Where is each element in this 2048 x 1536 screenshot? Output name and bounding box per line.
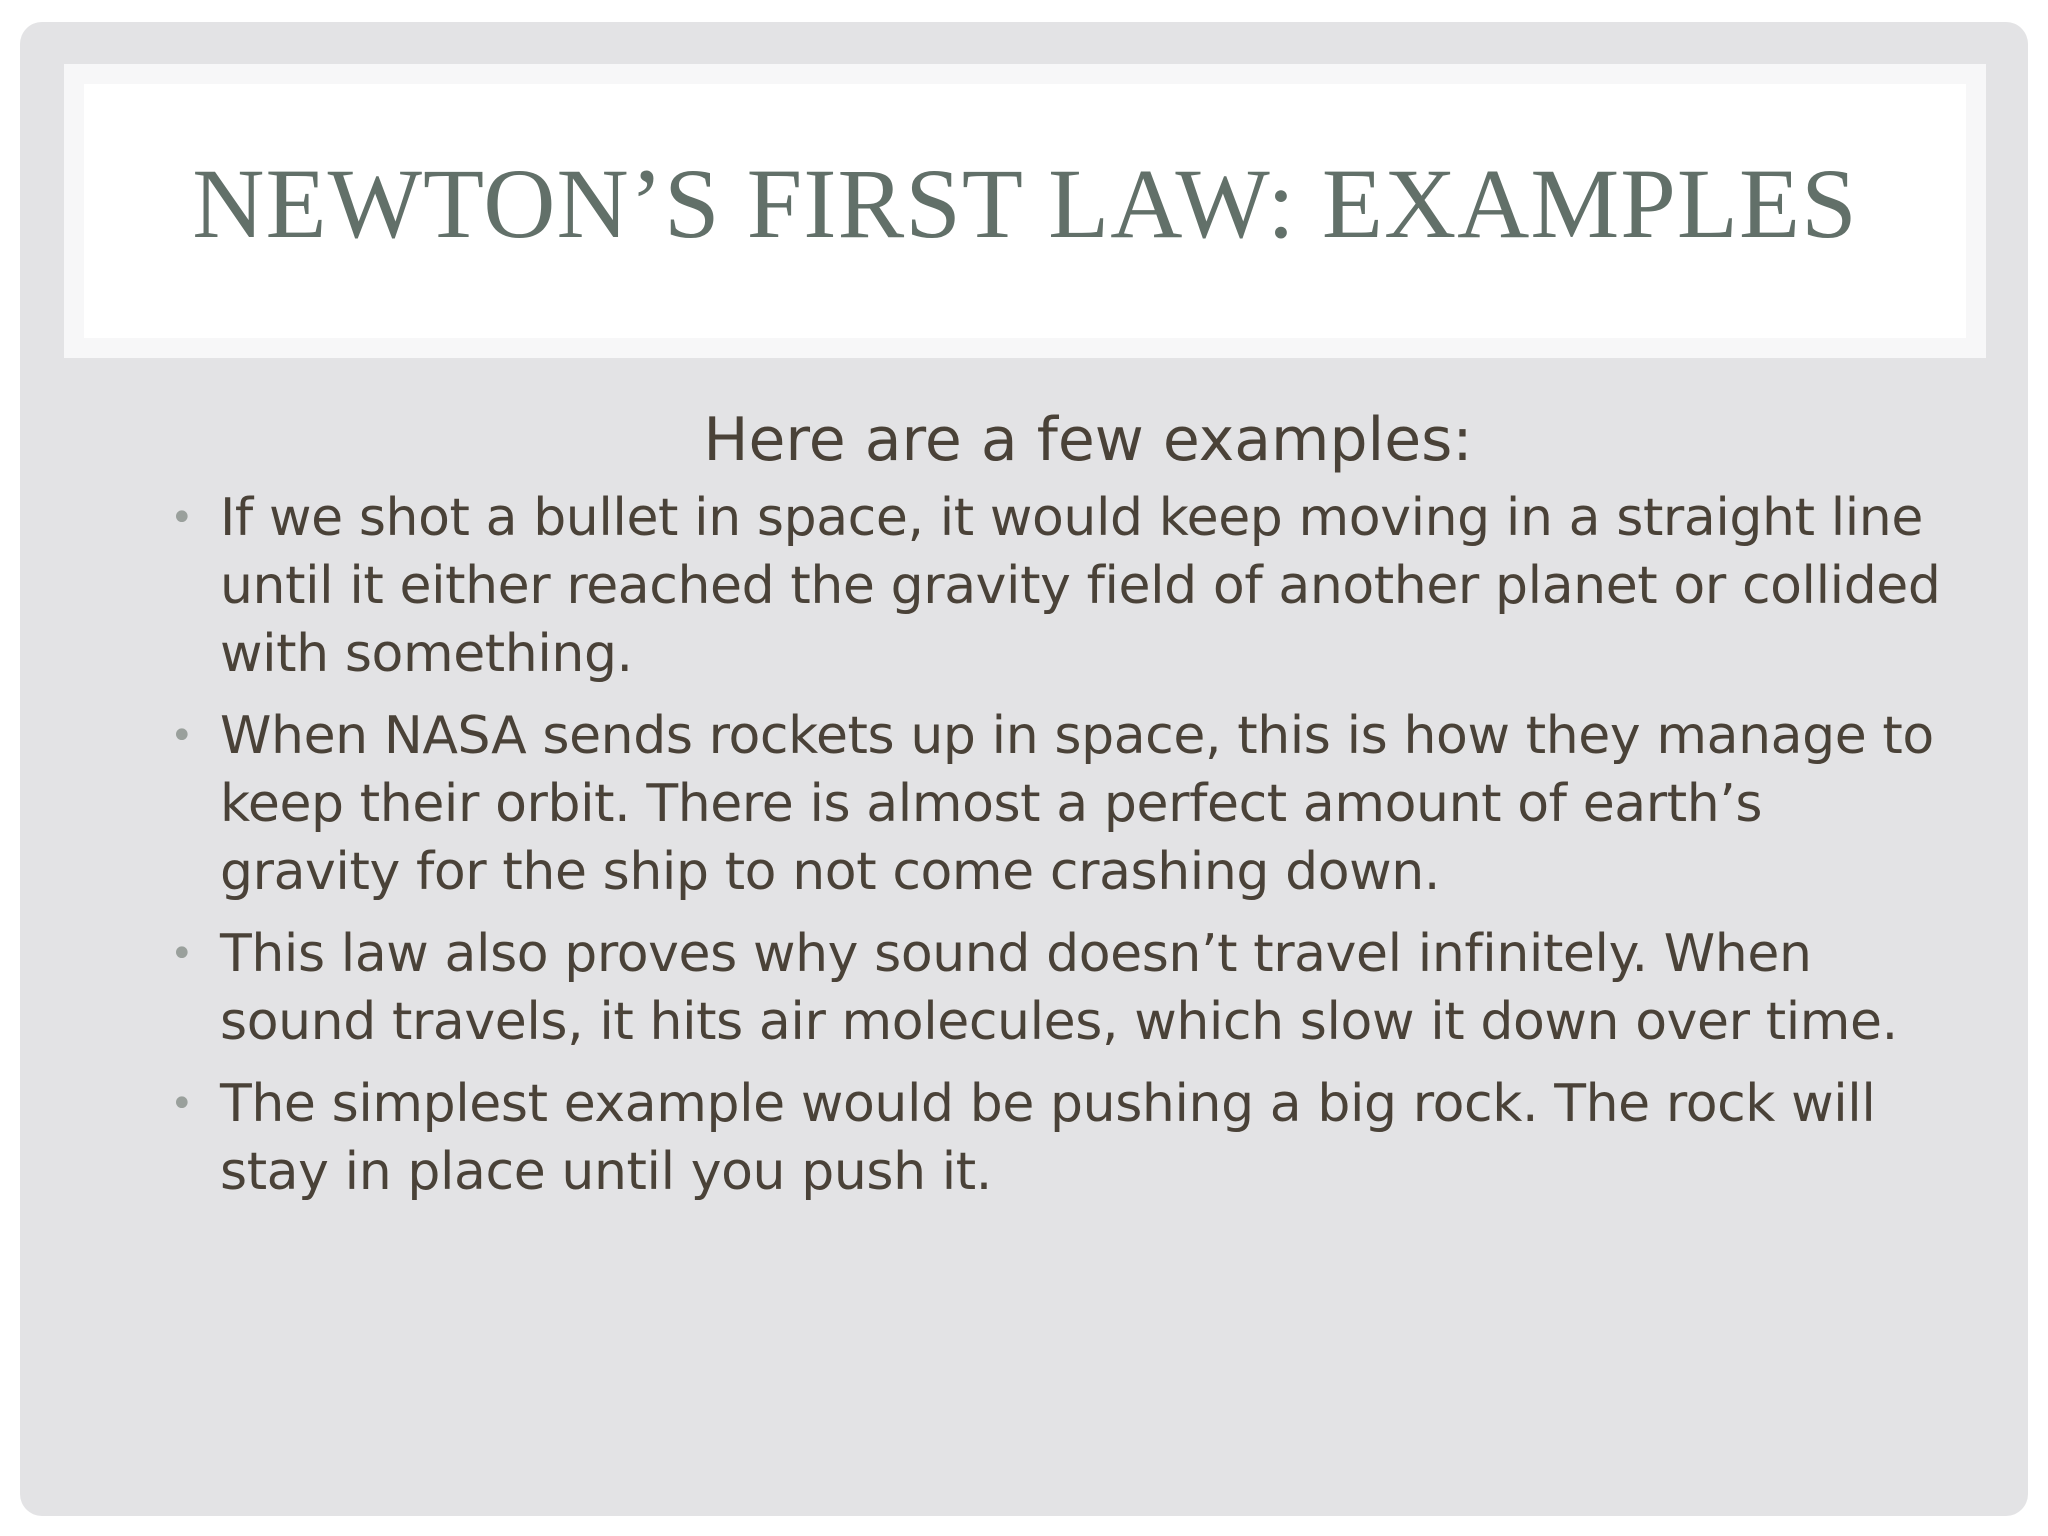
bullet-icon: • [170,713,194,759]
title-box [84,84,1966,338]
intro-text: Here are a few examples: [703,405,1473,475]
slide-content [148,400,1948,1220]
bullet-icon: • [170,931,194,977]
bullet-text: If we shot a bullet in space, it would keep moving in a straight line until it either reached the gravity field of another planet or collided with something. [220,488,1941,684]
bullet-item [148,702,1948,906]
slide [20,22,2028,1516]
bullet-text: The simplest example would be pushing a big rock. The rock will stay in place until you push it. [220,1074,1876,1202]
title-frame [64,64,1986,358]
bullet-text: This law also proves why sound doesn’t travel infinitely. When sound travels, it hits air molecules, which slow it down over time. [220,924,1898,1052]
bullet-item [148,1070,1948,1206]
bullet-icon: • [170,1081,194,1127]
bullet-list [148,484,1948,1206]
slide-title: NEWTON’S FIRST LAW: EXAMPLES [192,147,1858,259]
bullet-item [148,484,1948,688]
bullet-text: When NASA sends rockets up in space, this is how they manage to keep their orbit. There is almost a perfect amount of earth’s gravity for the ship to not come crashing down. [220,706,1934,902]
bullet-item [148,920,1948,1056]
bullet-icon: • [170,495,194,541]
